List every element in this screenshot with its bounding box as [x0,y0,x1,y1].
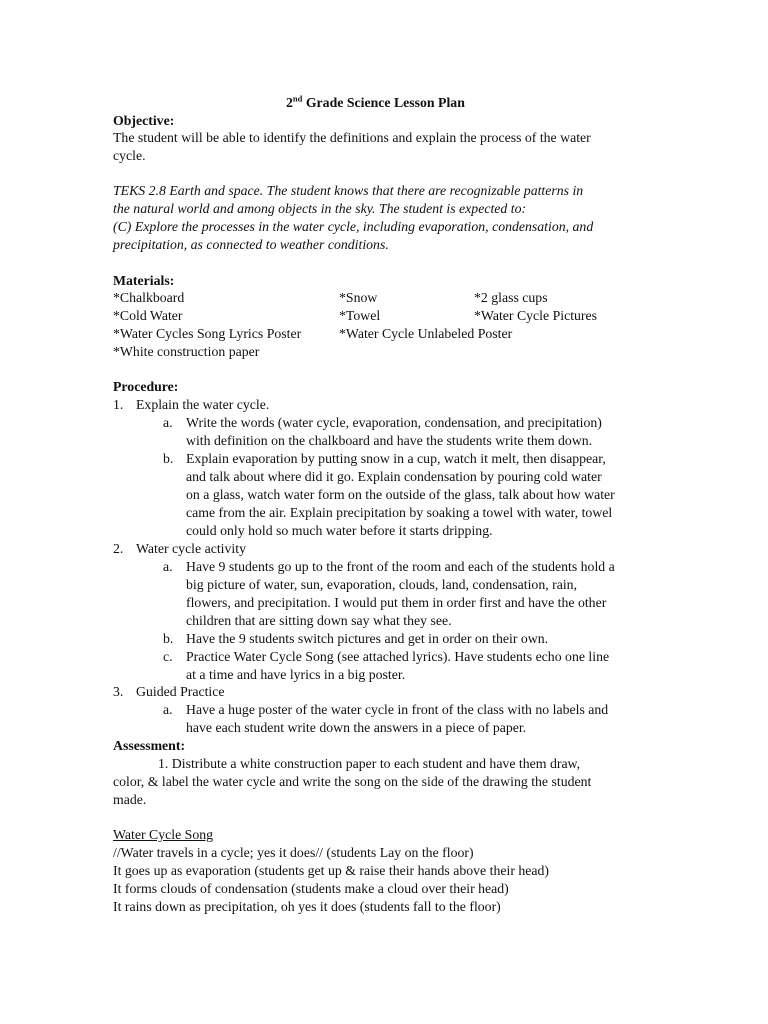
step-number: 1. [113,397,124,412]
substep-line: Practice Water Cycle Song (see attached lyrics). Have students echo one line [186,649,610,664]
substep-line: flowers, and precipitation. I would put them in order first and have the other [186,595,607,610]
substep-line: at a time and have lyrics in a big poster. [186,667,406,682]
substep-line: and talk about where did it go. Explain condensation by pouring cold water [186,469,602,484]
substep-line: Have a huge poster of the water cycle in front of the class with no labels and [186,702,609,717]
material-item: *Water Cycle Pictures [474,308,598,323]
substep-letter: a. [163,415,173,430]
song-line: //Water travels in a cycle; yes it does// (students Lay on the floor) [113,845,474,860]
assessment-line: color, & label the water cycle and write the song on the side of the drawing the student [113,774,592,789]
material-item: *2 glass cups [474,290,548,305]
substep-letter: c. [163,649,173,664]
step-number: 2. [113,541,124,556]
substep-line: have each student write down the answers in a piece of paper. [186,720,527,735]
step-text: Guided Practice [136,684,225,699]
substep-line: came from the air. Explain precipitation by soaking a towel with water, towel [186,505,613,520]
substep-line: on a glass, watch water form on the outside of the glass, talk about how water [186,487,615,502]
assessment-heading: Assessment: [113,738,186,753]
substep-letter: a. [163,559,173,574]
substep-line: Write the words (water cycle, evaporation, condensation, and precipitation) [186,415,602,430]
material-item: *Water Cycle Unlabeled Poster [339,326,513,341]
substep-line: Have the 9 students switch pictures and get in order on their own. [186,631,549,646]
procedure-heading: Procedure: [113,379,179,394]
song-line: It rains down as precipitation, oh yes it does (students fall to the floor) [113,899,501,914]
substep-letter: b. [163,631,174,646]
material-item: *Snow [339,290,378,305]
song-line: It forms clouds of condensation (students make a cloud over their head) [113,881,509,896]
teks-line: TEKS 2.8 Earth and space. The student knows that there are recognizable patterns in [113,183,584,198]
substep-line: children that are sitting down say what they see. [186,613,452,628]
teks-line: precipitation, as connected to weather conditions. [113,237,389,252]
song-heading: Water Cycle Song [113,827,214,842]
substep-line: Explain evaporation by putting snow in a cup, watch it melt, then disappear, [186,451,606,466]
title-superscript: nd [292,93,303,104]
teks-line: the natural world and among objects in the sky. The student is expected to: [113,201,527,216]
substep-letter: b. [163,451,174,466]
substep-line: big picture of water, sun, evaporation, clouds, land, condensation, rain, [186,577,578,592]
page-title [286,94,465,112]
step-number: 3. [113,684,124,699]
objective-heading: Objective: [113,113,175,128]
material-item: *Towel [339,308,381,323]
material-item: *Water Cycles Song Lyrics Poster [113,326,302,341]
objective-line: cycle. [113,148,146,163]
material-item: *White construction paper [113,344,260,359]
substep-line: could only hold so much water before it starts dripping. [186,523,493,538]
step-text: Explain the water cycle. [136,397,270,412]
assessment-line: 1. Distribute a white construction paper to each student and have them draw, [158,756,581,771]
song-line: It goes up as evaporation (students get up & raise their hands above their head) [113,863,550,878]
materials-heading: Materials: [113,273,175,288]
substep-line: Have 9 students go up to the front of the room and each of the students hold a [186,559,615,574]
teks-line: (C) Explore the processes in the water cycle, including evaporation, condensation, and [113,219,594,234]
title-text: Grade Science Lesson Plan [302,95,465,110]
step-text: Water cycle activity [136,541,246,556]
assessment-line: made. [113,792,147,807]
substep-letter: a. [163,702,173,717]
material-item: *Cold Water [113,308,183,323]
title-number: 2 [286,95,293,110]
objective-line: The student will be able to identify the definitions and explain the process of the water [113,130,591,145]
substep-line: with definition on the chalkboard and have the students write them down. [186,433,593,448]
material-item: *Chalkboard [113,290,185,305]
